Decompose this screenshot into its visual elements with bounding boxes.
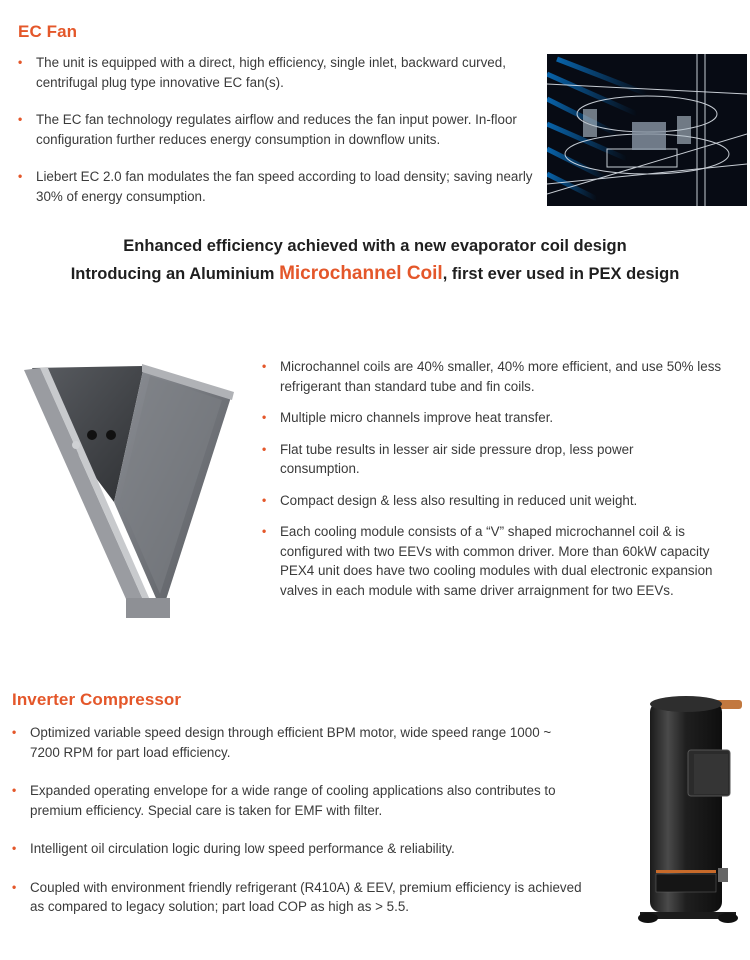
inverter-compressor-image (632, 690, 744, 930)
bullet-icon: • (18, 169, 23, 183)
list-item: • Expanded operating envelope for a wide range of cooling applications also contributes to premium efficiency. Special care is taken for EMF with filter. (12, 783, 556, 818)
list-item: • Multiple micro channels improve heat transfer. (262, 408, 740, 428)
list-item: • Liebert EC 2.0 fan modulates the fan speed according to load density; saving nearly 30% of energy consumption. (18, 169, 533, 204)
bullet-icon: • (18, 55, 23, 69)
bullet-icon: • (262, 492, 267, 507)
inverter-bullets (12, 723, 582, 917)
bullet-icon: • (12, 841, 17, 855)
bullet-icon: • (12, 725, 17, 739)
bullet-icon: • (12, 783, 17, 797)
microchannel-bullets (262, 357, 740, 600)
list-item: • Intelligent oil circulation logic during low speed performance & reliability. (12, 839, 582, 859)
list-item: • Each cooling module consists of a “V” shaped microchannel coil & is configured with two EEVs with common driver. More than 60kW capacity PEX4 unit does have two cooling modules with dual electronic expansion valves in each module with same driver arraignment for two EEVs. (262, 524, 713, 598)
ec-fan-title: EC Fan (18, 22, 78, 41)
microchannel-coil-highlight: Microchannel Coil (279, 263, 443, 284)
list-item: • The unit is equipped with a direct, high efficiency, single inlet, backward curved, centrifugal plug type innovative EC fan(s). (18, 55, 506, 90)
list-item: • Coupled with environment friendly refrigerant (R410A) & EEV, premium efficiency is achieved as compared to legacy solution; part load COP as high as > 5.5. (12, 879, 582, 914)
headline-line-1: Enhanced efficiency achieved with a new evaporator coil design (123, 237, 627, 255)
list-item: • Flat tube results in lesser air side pressure drop, less power consumption. (262, 441, 634, 476)
microchannel-coil-image (14, 362, 236, 622)
bullet-icon: • (18, 112, 23, 126)
headline-line-2: Introducing an Aluminium Microchannel Coil, first ever used in PEX design (70, 263, 680, 284)
bullet-icon: • (12, 879, 17, 894)
ec-fan-image (547, 54, 747, 206)
bullet-icon: • (262, 524, 267, 538)
ec-fan-bullets (18, 53, 533, 206)
list-item: • Compact design & less also resulting in reduced unit weight. (262, 491, 740, 511)
list-item: • The EC fan technology regulates airflow and reduces the fan input power. In-floor configuration further reduces energy consumption in downflow units. (18, 112, 517, 147)
inverter-compressor-title: Inverter Compressor (12, 690, 182, 709)
bullet-icon: • (262, 410, 267, 424)
bullet-icon: • (262, 359, 267, 373)
list-item: • Optimized variable speed design through efficient BPM motor, wide speed range 1000 ~ 7200 RPM for part load efficiency. (12, 725, 552, 760)
list-item: • Microchannel coils are 40% smaller, 40% more efficient, and use 50% less refrigerant than standard tube and fin coils. (262, 359, 722, 394)
bullet-icon: • (262, 441, 267, 456)
